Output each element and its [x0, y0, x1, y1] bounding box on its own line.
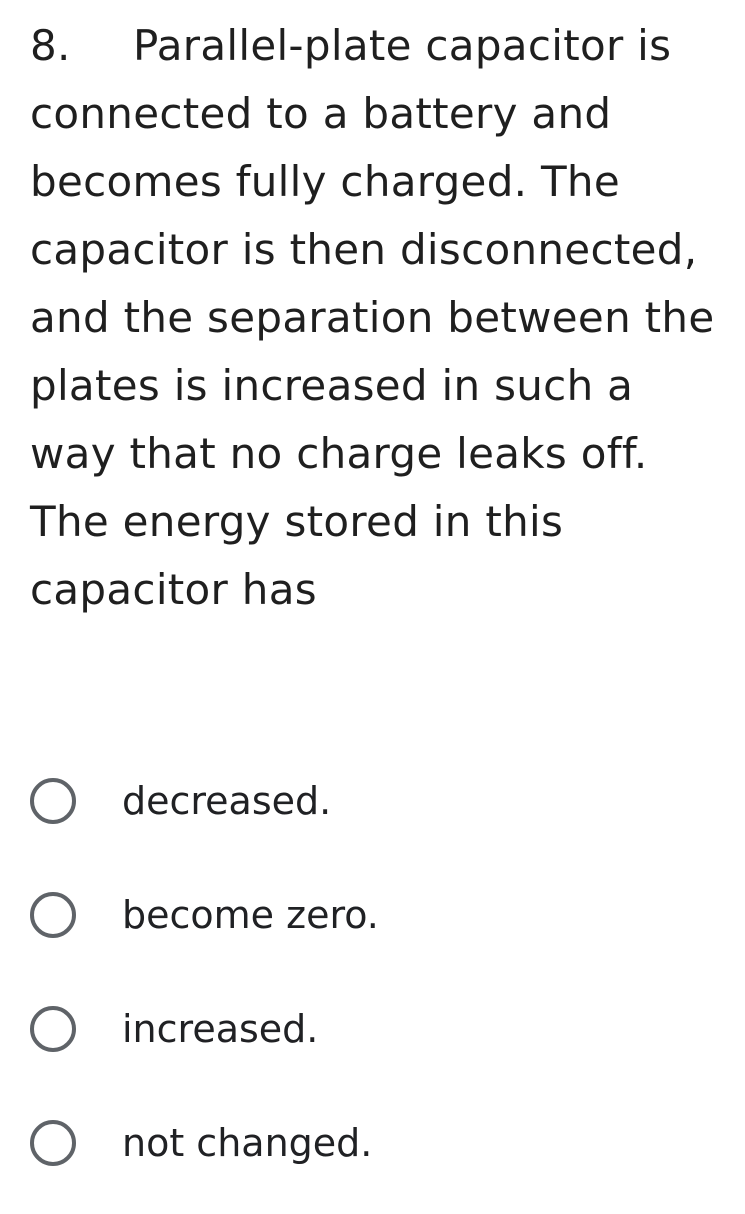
radio-unselected-icon[interactable] [30, 778, 76, 824]
question-body: Parallel-plate capacitor is connected to a battery and becomes fully charged. The capacitor is then disconnected, and the separation between the plates is increased in such a way that no charge leaks off. The energy stored in this capacitor has [30, 21, 715, 614]
radio-unselected-icon[interactable] [30, 1120, 76, 1166]
answer-option-label: increased. [122, 1007, 319, 1051]
answer-option-label: become zero. [122, 893, 379, 937]
answer-option-increased[interactable] [30, 999, 318, 1059]
question-number: 8. [30, 21, 71, 70]
answer-option-decreased[interactable] [30, 771, 331, 831]
question-text [30, 12, 730, 624]
answer-option-become-zero[interactable] [30, 885, 379, 945]
answer-option-not-changed[interactable] [30, 1113, 372, 1173]
answer-option-label: not changed. [122, 1121, 373, 1165]
radio-unselected-icon[interactable] [30, 1006, 76, 1052]
answer-option-label: decreased. [122, 779, 332, 823]
radio-unselected-icon[interactable] [30, 892, 76, 938]
